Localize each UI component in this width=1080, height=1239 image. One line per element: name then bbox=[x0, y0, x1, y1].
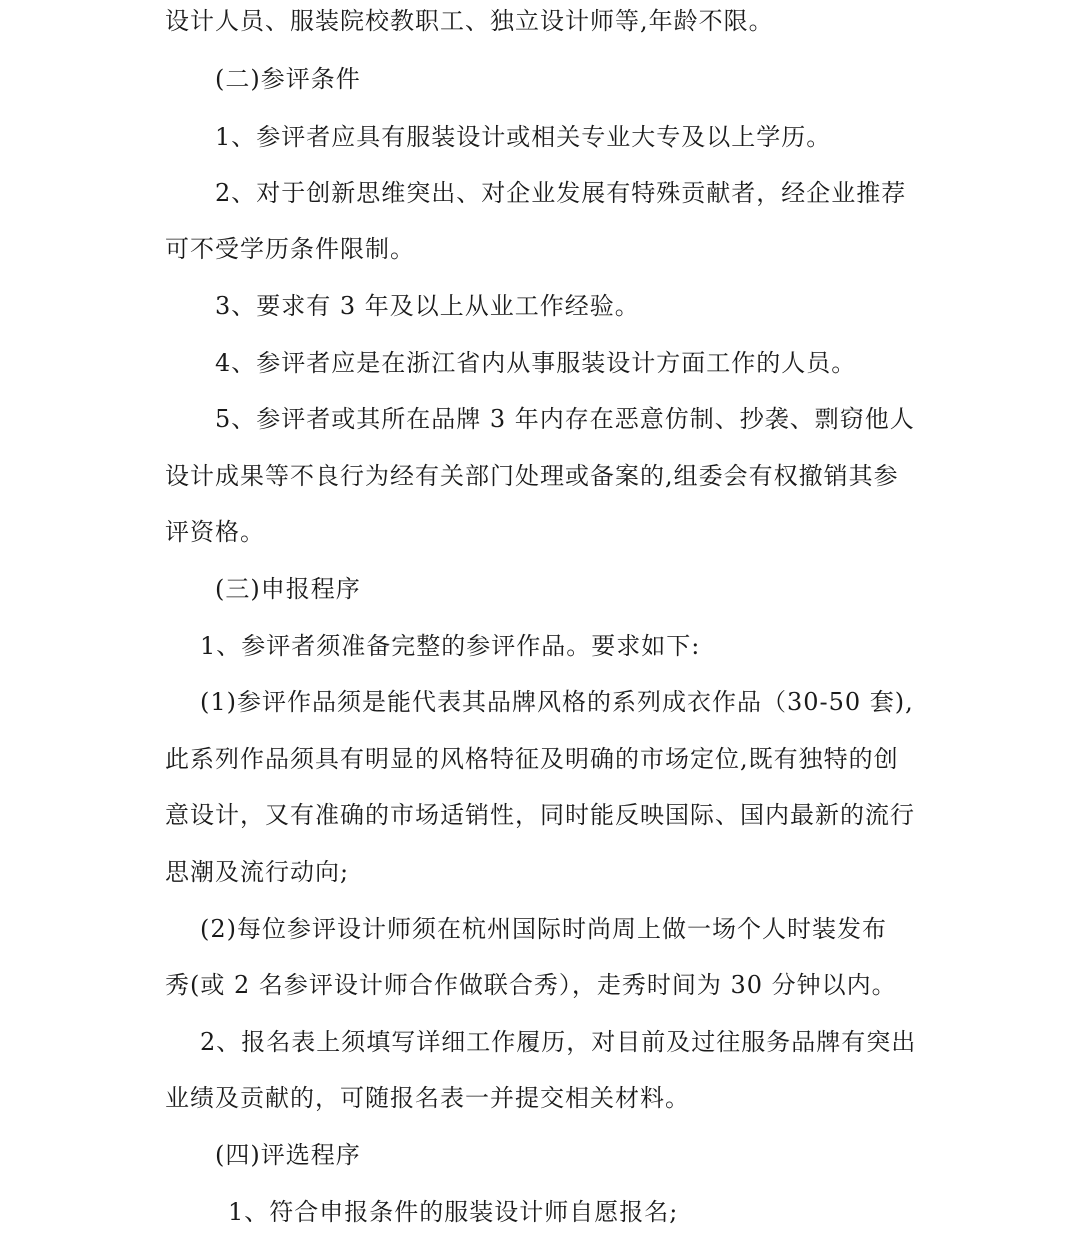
text-line: 设计人员、服装院校教职工、独立设计师等,年龄不限。 bbox=[165, 7, 774, 35]
section-heading: (四)评选程序 bbox=[215, 1141, 361, 1169]
text-line: (2)每位参评设计师须在杭州国际时尚周上做一场个人时装发布 bbox=[200, 915, 887, 943]
text-line: 2、报名表上须填写详细工作履历，对目前及过往服务品牌有突出 bbox=[200, 1028, 917, 1056]
text-line: (1)参评作品须是能代表其品牌风格的系列成衣作品（30-50 套), bbox=[200, 688, 914, 716]
text-line: 3、要求有 3 年及以上从业工作经验。 bbox=[215, 292, 640, 320]
text-line: 思潮及流行动向; bbox=[165, 858, 350, 886]
text-line: 1、符合申报条件的服装设计师自愿报名; bbox=[228, 1198, 679, 1226]
text-line: 设计成果等不良行为经有关部门处理或备案的,组委会有权撤销其参 bbox=[165, 462, 899, 490]
text-line: 可不受学历条件限制。 bbox=[165, 235, 415, 263]
text-line: 秀(或 2 名参评设计师合作做联合秀），走秀时间为 30 分钟以内。 bbox=[165, 971, 897, 999]
text-line: 评资格。 bbox=[165, 518, 265, 546]
text-line: 业绩及贡献的，可随报名表一并提交相关材料。 bbox=[165, 1084, 690, 1112]
text-line: 4、参评者应是在浙江省内从事服装设计方面工作的人员。 bbox=[215, 349, 857, 377]
section-heading: (二)参评条件 bbox=[215, 65, 361, 93]
text-line: 2、对于创新思维突出、对企业发展有特殊贡献者，经企业推荐 bbox=[215, 179, 907, 207]
text-line: 1、参评者应具有服装设计或相关专业大专及以上学历。 bbox=[215, 123, 832, 151]
section-heading: (三)申报程序 bbox=[215, 575, 361, 603]
text-line: 此系列作品须具有明显的风格特征及明确的市场定位,既有独特的创 bbox=[165, 745, 899, 773]
text-line: 1、参评者须准备完整的参评作品。要求如下: bbox=[200, 632, 701, 660]
text-line: 意设计，又有准确的市场适销性，同时能反映国际、国内最新的流行 bbox=[165, 801, 915, 829]
text-line: 5、参评者或其所在品牌 3 年内存在恶意仿制、抄袭、剽窃他人 bbox=[215, 405, 915, 433]
